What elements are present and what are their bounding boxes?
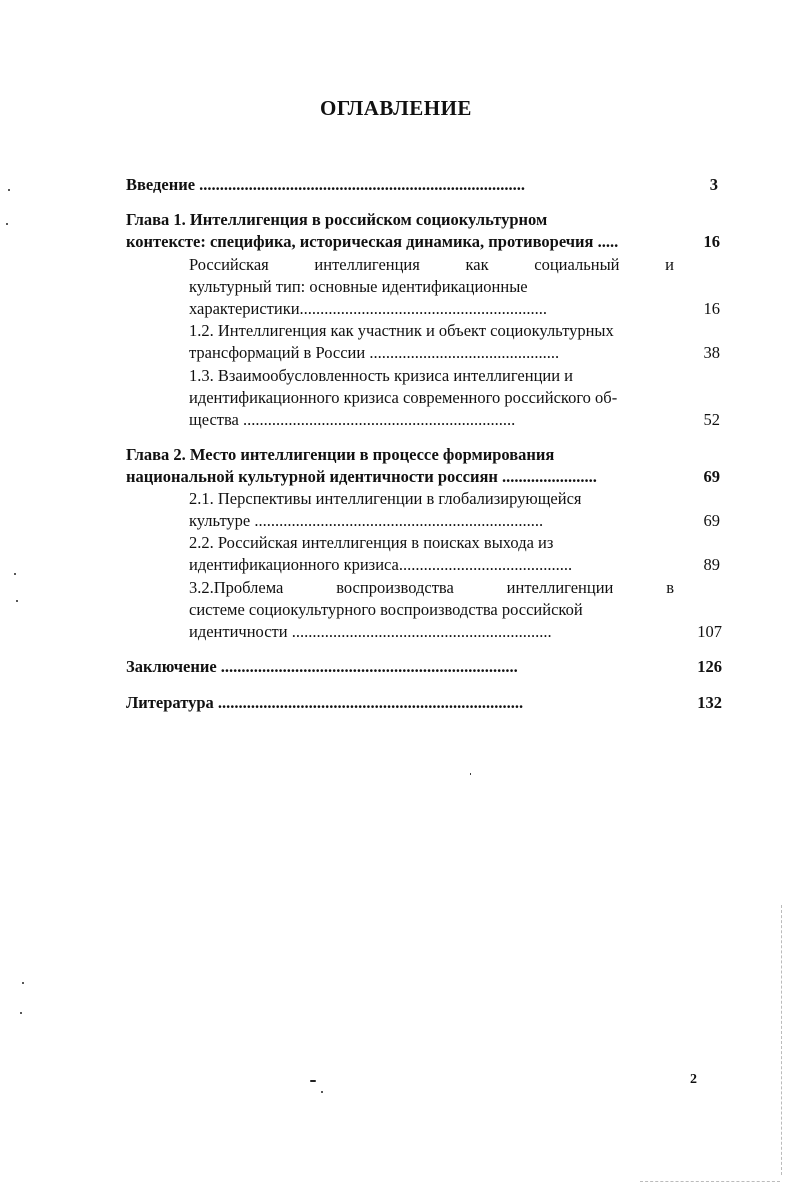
toc-entry-conclusion [126, 656, 674, 678]
toc-leader: ............................................................................... [199, 175, 526, 194]
toc-page: 69 [703, 467, 720, 486]
toc-page: 126 [697, 657, 722, 676]
section-2-2-line1: 2.2. Российская интеллигенция в поисках выхода из [189, 533, 554, 552]
scan-speck [20, 1012, 22, 1014]
section-1-2-line2: трансформаций в России .............................................. [189, 343, 560, 362]
scan-speck [310, 1080, 316, 1082]
toc-entry-literature [126, 692, 674, 714]
section-2-3-line1: 3.2.Проблема воспроизводства интеллигенции в [189, 578, 674, 597]
scan-edge-line [640, 1181, 780, 1183]
toc-page: 16 [703, 299, 720, 318]
toc-leader: .......................................................................... [217, 693, 524, 712]
section-2-3-line3: идентичности ............................................................... [189, 622, 552, 641]
chapter-1-title: Глава 1. Интеллигенция в российском социокультурном [126, 210, 548, 229]
toc-leader: ........................................................................ [220, 657, 518, 676]
section-2-1-line2: культуре ...................................................................... [189, 511, 544, 530]
section-1-1-line2: культурный тип: основные идентификационные [189, 277, 528, 296]
section-1-3-line1: 1.3. Взаимообусловленность кризиса интеллигенции и [189, 366, 574, 385]
section-2-2-line2: идентификационного кризиса.......................................... [189, 555, 573, 574]
toc-label: Введение [126, 175, 200, 194]
scan-speck [14, 573, 16, 575]
chapter-1-title-cont: контексте: специфика, историческая динамика, противоречия ..... [126, 232, 619, 251]
toc-page: 52 [703, 410, 720, 429]
chapter-2-title-cont: национальной культурной идентичности россиян ....................... [126, 467, 597, 486]
chapter-2-title: Глава 2. Место интеллигенции в процессе формирования [126, 445, 555, 464]
section-2-1-line1: 2.1. Перспективы интеллигенции в глобализирующейся [189, 489, 582, 508]
scan-speck [6, 223, 8, 225]
toc-page: 132 [697, 693, 722, 712]
scan-speck [321, 1091, 323, 1093]
scan-speck [22, 982, 24, 984]
toc-page: 89 [703, 555, 720, 574]
toc-page: 3 [709, 175, 718, 194]
toc-page: 16 [703, 232, 720, 251]
toc-page: 69 [703, 511, 720, 530]
section-1-1-line3: характеристики............................................................ [189, 299, 548, 318]
section-1-1-line1: Российская интеллигенция как социальный и [189, 255, 674, 274]
scan-speck [8, 189, 10, 191]
toc-page: 107 [697, 622, 722, 641]
toc-page: 38 [703, 343, 720, 362]
toc-entry-intro [126, 174, 674, 196]
section-1-3-line2: идентификационного кризиса современного российского об- [189, 388, 618, 407]
toc-label: Заключение [126, 657, 221, 676]
section-1-3-line3: щества .................................................................. [189, 410, 516, 429]
toc-label: Литература [126, 693, 218, 712]
scan-edge-line [781, 905, 783, 1175]
page-title: ОГЛАВЛЕНИЕ [320, 96, 472, 120]
section-2-3-line2: системе социокультурного воспроизводства российской [189, 600, 583, 619]
page-number: 2 [690, 1072, 697, 1087]
scan-speck [16, 600, 18, 602]
section-1-2-line1: 1.2. Интеллигенция как участник и объект социокультурных [189, 321, 614, 340]
scan-speck [470, 773, 471, 775]
